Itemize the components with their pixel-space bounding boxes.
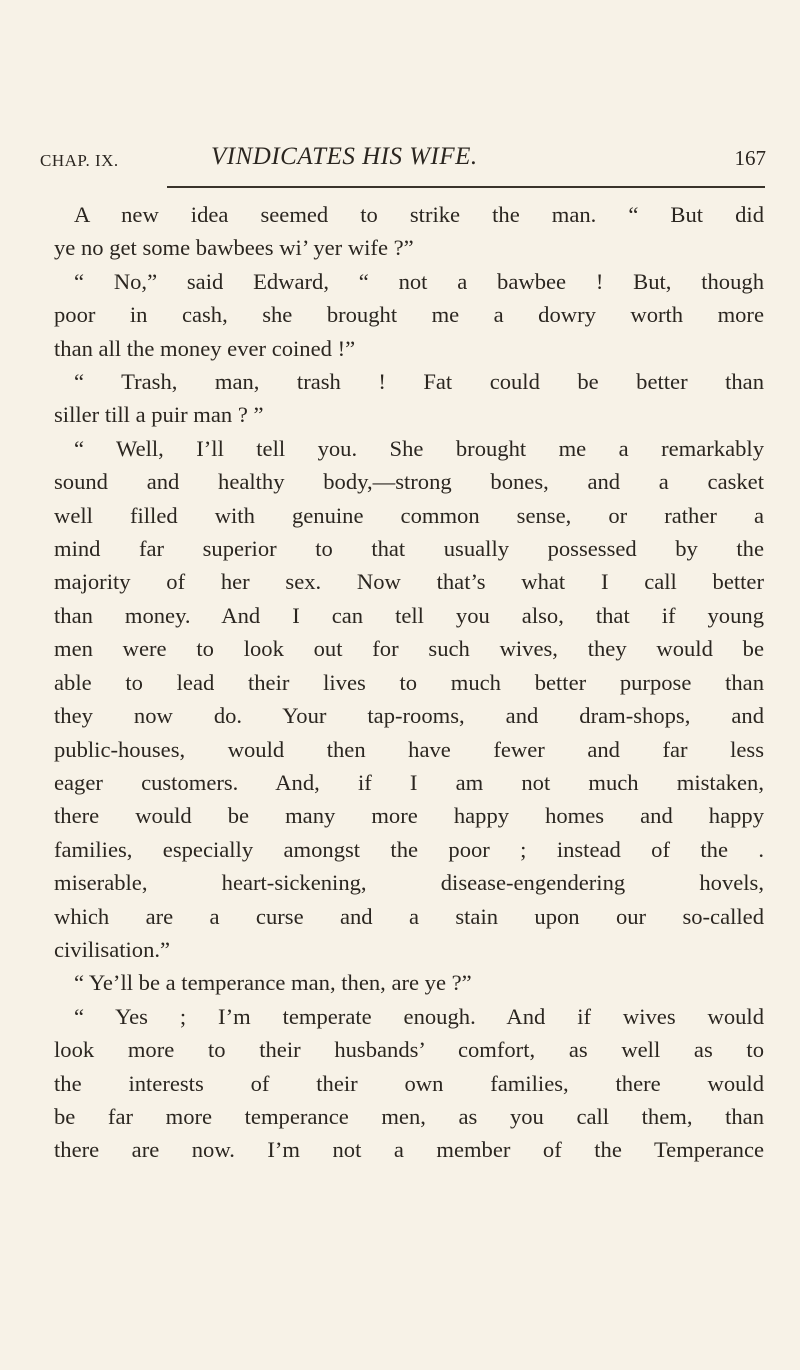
header-rule: [167, 186, 765, 188]
running-header: [40, 143, 766, 175]
page-number: 167: [734, 146, 766, 170]
chapter-label: CHAP. IX.: [40, 151, 119, 170]
body-text: [54, 198, 764, 1167]
text-line: men were to look out for such wives, they would be: [54, 636, 764, 662]
text-line: ye no get some bawbees wi’ yer wife ?”: [54, 235, 414, 261]
text-line: look more to their husbands’ comfort, as well as to: [54, 1037, 764, 1063]
text-line: which are a curse and a stain upon our so-called: [54, 903, 764, 929]
text-line: mind far superior to that usually possessed by the: [54, 536, 764, 562]
text-line: able to lead their lives to much better purpose than: [54, 669, 764, 695]
text-line: sound and healthy body,—strong bones, and a casket: [54, 469, 764, 495]
text-line: they now do. Your tap-rooms, and dram-shops, and: [54, 703, 764, 729]
text-line: poor in cash, she brought me a dowry worth more: [54, 302, 764, 328]
text-line: be far more temperance men, as you call them, than: [54, 1103, 764, 1129]
text-line: public-houses, would then have fewer and far less: [54, 736, 764, 762]
text-line: there would be many more happy homes and happy: [54, 803, 764, 829]
text-line: there are now. I’m not a member of the Temperance: [54, 1137, 764, 1163]
running-title: VINDICATES HIS WIFE.: [211, 143, 478, 170]
text-line: than money. And I can tell you also, that if young: [54, 602, 764, 628]
text-line: A new idea seemed to strike the man. “ But did: [74, 202, 764, 227]
text-line: majority of her sex. Now that’s what I call better: [54, 569, 764, 595]
text-line: eager customers. And, if I am not much mistaken,: [54, 769, 764, 795]
text-line: than all the money ever coined !”: [54, 335, 356, 361]
text-line: siller till a puir man ? ”: [54, 402, 264, 428]
text-line: civilisation.”: [54, 936, 171, 962]
text-line: the interests of their own families, there would: [54, 1070, 764, 1096]
text-line: well filled with genuine common sense, or rather a: [54, 502, 764, 528]
text-line: miserable, heart-sickening, disease-engendering hovels,: [54, 870, 764, 896]
text-line: families, especially amongst the poor ; instead of the .: [54, 836, 764, 862]
text-line: “ Trash, man, trash ! Fat could be better than: [74, 369, 764, 395]
text-line: “ Yes ; I’m temperate enough. And if wives would: [74, 1003, 764, 1029]
text-line: “ No,” said Edward, “ not a bawbee ! But, though: [74, 268, 764, 294]
text-line: “ Well, I’ll tell you. She brought me a remarkably: [74, 435, 764, 461]
text-line: “ Ye’ll be a temperance man, then, are ye ?”: [74, 970, 472, 996]
